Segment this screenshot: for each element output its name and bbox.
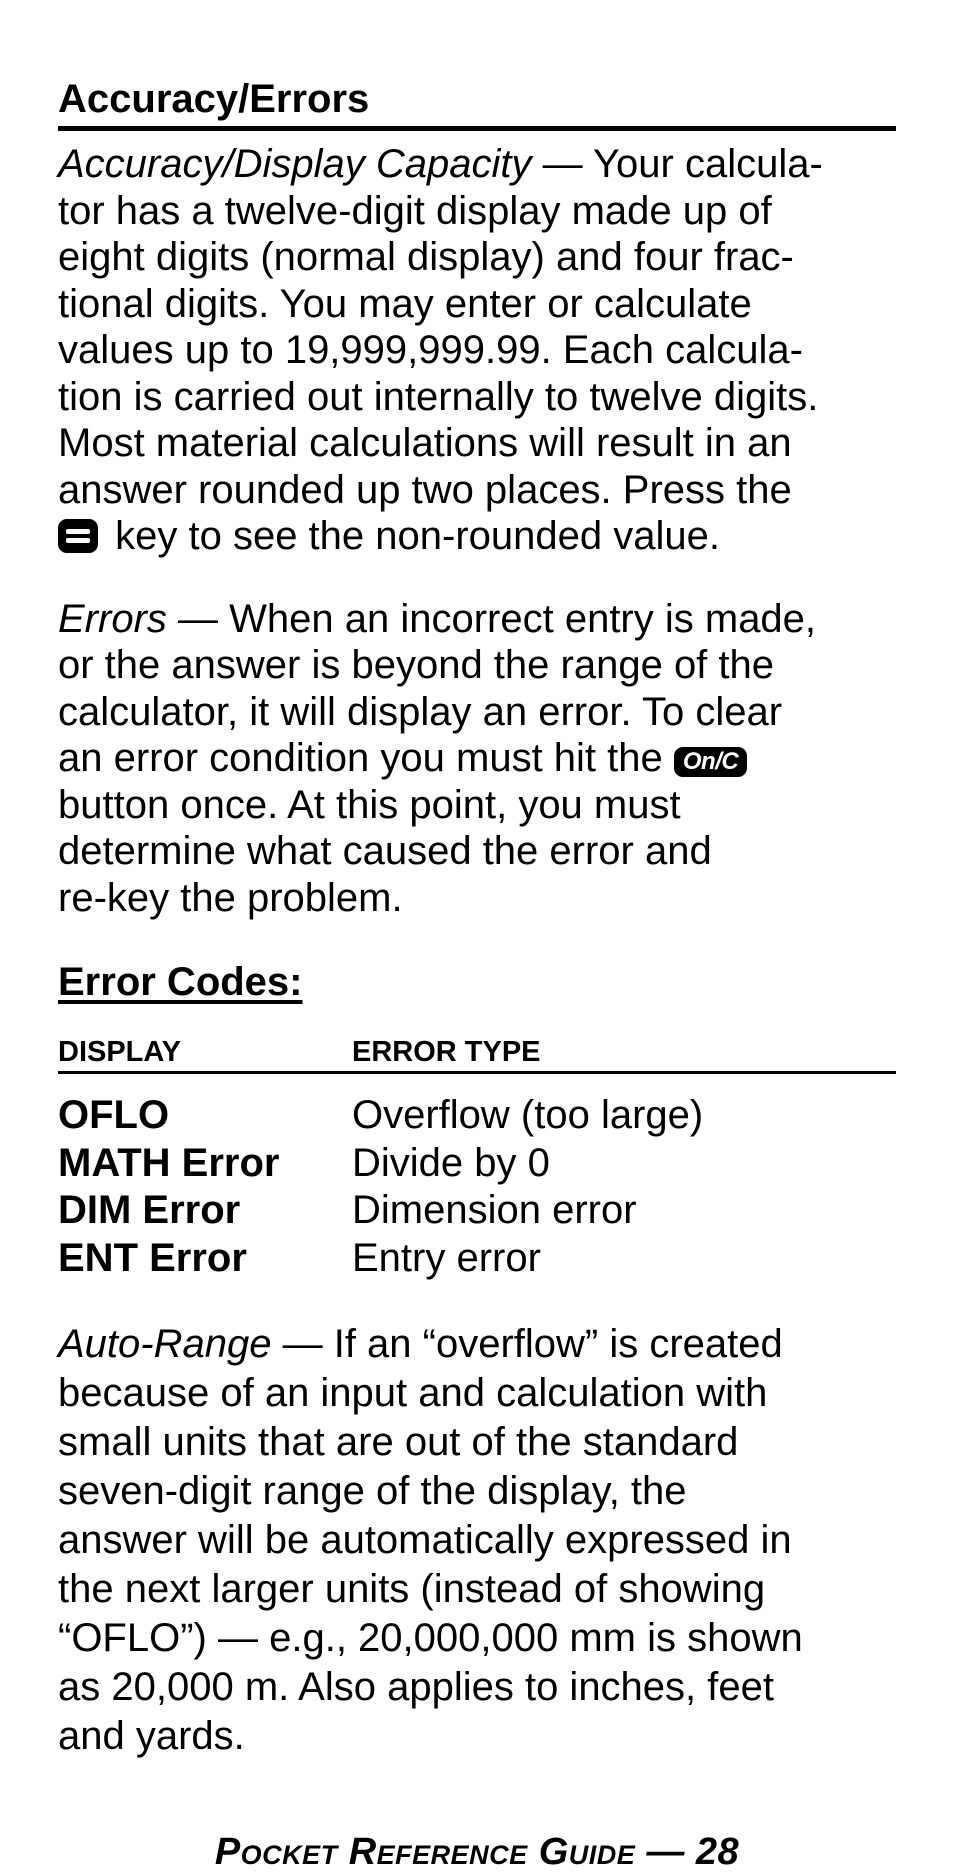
errors-line-1: Errors — When an incorrect entry is made, [58, 596, 817, 641]
auto-range-line: “OFLO”) — e.g., 20,000,000 mm is shown [58, 1616, 803, 1660]
table-row [58, 1187, 896, 1235]
table-row [58, 1235, 896, 1283]
table-row [58, 1092, 896, 1140]
table-row [58, 1140, 896, 1188]
accuracy-line: values up to 19,999,999.99. Each calcula- [58, 328, 803, 372]
errors-line: re-key the problem. [58, 875, 403, 920]
error-code: DIM Error [58, 1188, 241, 1232]
accuracy-term: Accuracy/Display Capacity [58, 142, 532, 186]
auto-range-line: answer will be automatically expressed in [58, 1518, 792, 1562]
error-code: ENT Error [58, 1235, 247, 1280]
accuracy-line: tor has a twelve-digit display made up of [58, 188, 772, 233]
accuracy-line: eight digits (normal display) and four frac- [58, 235, 794, 279]
errors-line: or the answer is beyond the range of the [58, 643, 775, 687]
accuracy-line-last: key to see the non-rounded value. [58, 513, 896, 560]
errors-line: determine what caused the error and [58, 829, 712, 873]
equals-key-icon [58, 519, 98, 553]
auto-range-line: because of an input and calculation with [58, 1371, 768, 1415]
accuracy-line: tion is carried out internally to twelve digits. [58, 374, 819, 419]
column-header-error-type: ERROR TYPE [352, 1036, 541, 1068]
accuracy-line-1: Accuracy/Display Capacity — Your calcula- [58, 142, 823, 186]
auto-range-line: as 20,000 m. Also applies to inches, feet [58, 1665, 774, 1709]
auto-range-line-1: Auto-Range — If an “overflow” is created [58, 1322, 783, 1366]
auto-range-line: seven-digit range of the display, the [58, 1469, 687, 1513]
errors-term: Errors [58, 596, 167, 641]
accuracy-paragraph [58, 141, 896, 560]
auto-range-line: small units that are out of the standard [58, 1420, 739, 1464]
error-type: Overflow (too large) [352, 1093, 704, 1137]
error-codes-heading: Error Codes: [58, 960, 303, 1004]
onc-key-icon: On/C [674, 747, 747, 777]
accuracy-line: Most material calculations will result in an [58, 421, 792, 465]
page-footer: Pocket Reference Guide — 28 [214, 1831, 740, 1873]
errors-line-4: an error condition you must hit the On/C [58, 735, 896, 782]
error-type: Divide by 0 [352, 1140, 550, 1185]
error-type: Entry error [352, 1235, 541, 1280]
auto-range-line: and yards. [58, 1714, 245, 1758]
error-code: OFLO [58, 1093, 170, 1137]
error-code: MATH Error [58, 1140, 280, 1185]
auto-range-paragraph [58, 1320, 896, 1761]
auto-range-term: Auto-Range [58, 1322, 272, 1366]
errors-line: button once. At this point, you must [58, 782, 681, 827]
error-type: Dimension error [352, 1188, 637, 1232]
error-codes-header [58, 1035, 896, 1074]
errors-line: calculator, it will display an error. To clear [58, 689, 783, 734]
section-title: Accuracy/Errors [58, 74, 896, 131]
error-codes-list [58, 1092, 896, 1282]
errors-paragraph [58, 596, 896, 922]
auto-range-line: the next larger units (instead of showing [58, 1567, 766, 1611]
accuracy-line: answer rounded up two places. Press the [58, 467, 792, 512]
accuracy-line: tional digits. You may enter or calculate [58, 281, 752, 326]
column-header-display: DISPLAY [58, 1036, 182, 1068]
